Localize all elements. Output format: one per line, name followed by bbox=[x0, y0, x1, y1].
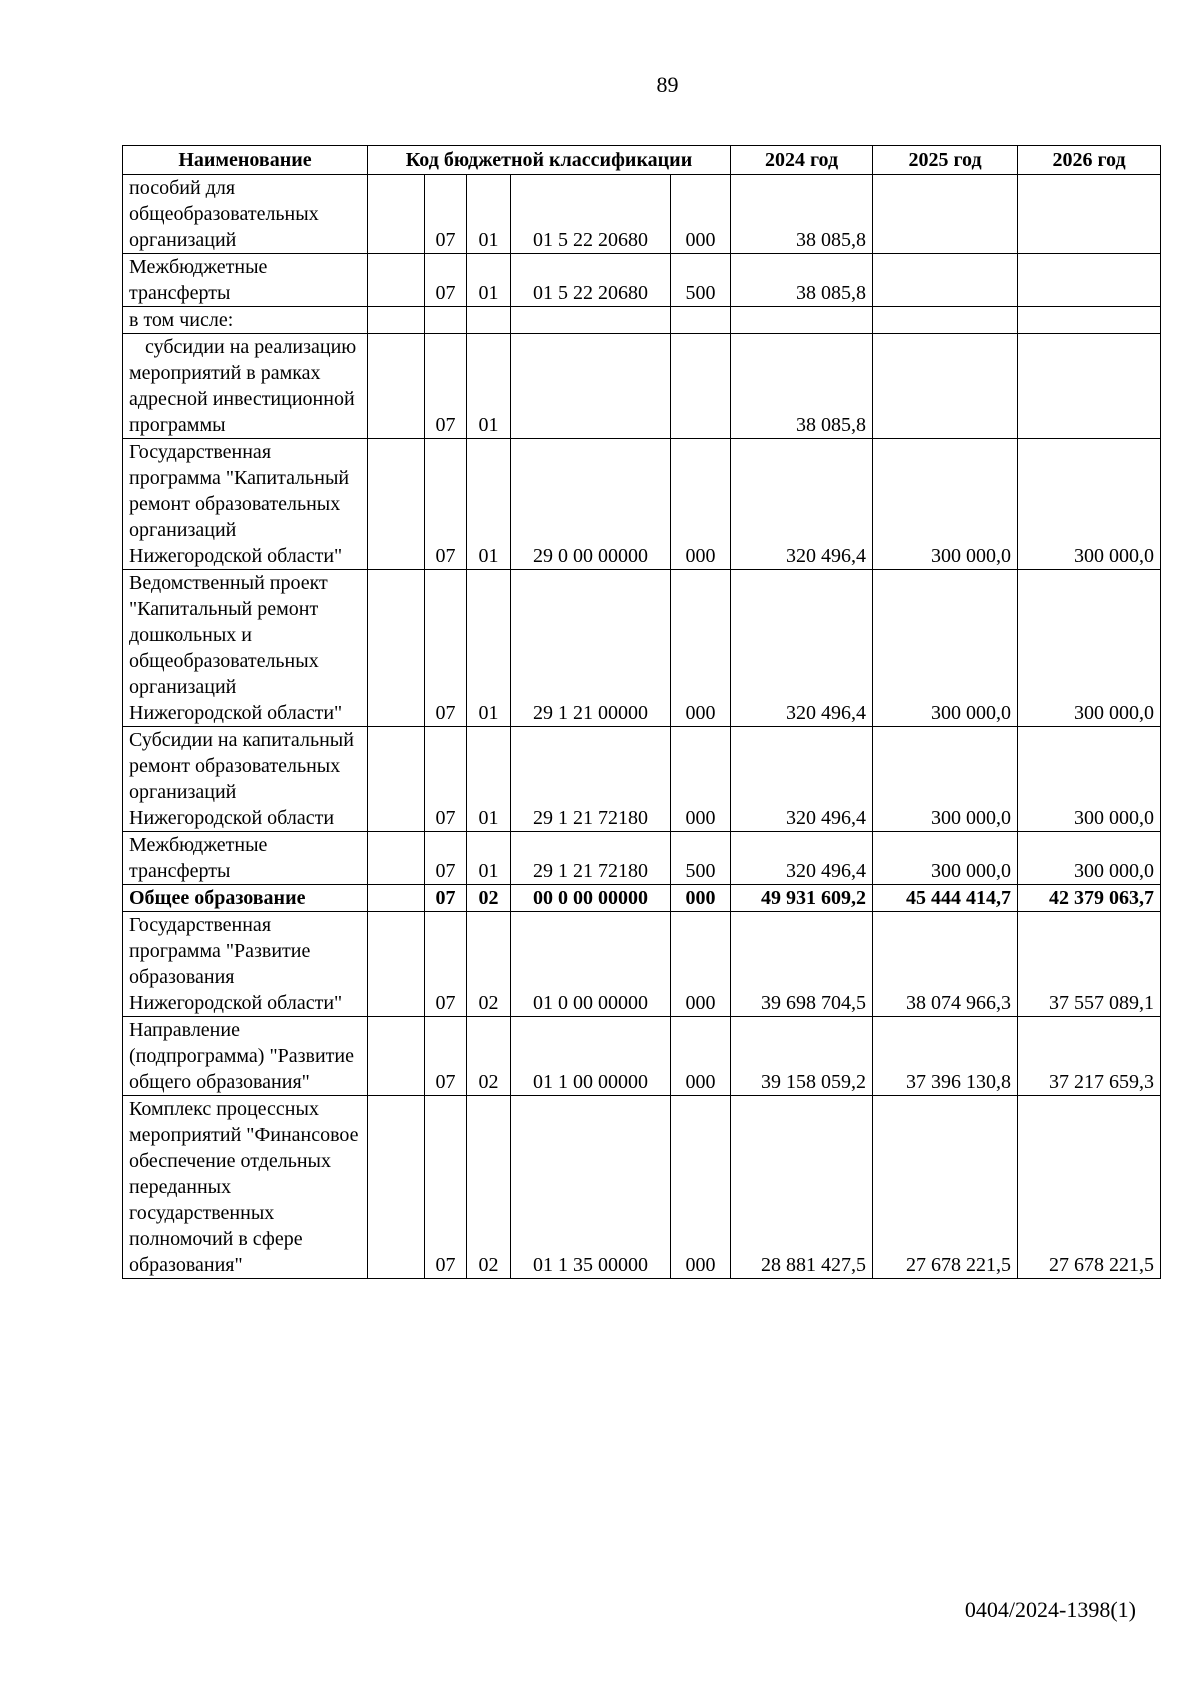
row-empty-code bbox=[368, 727, 425, 832]
table-row bbox=[123, 570, 1161, 727]
row-2024-value: 38 085,8 bbox=[731, 254, 873, 307]
row-2026-value: 37 217 659,3 bbox=[1018, 1017, 1161, 1096]
row-name: Комплекс процессных мероприятий "Финансовое обеспечение отдельных переданных государственных полномочий в сфере образования" bbox=[123, 1096, 368, 1279]
row-2026-value: 300 000,0 bbox=[1018, 727, 1161, 832]
row-2024-value: 320 496,4 bbox=[731, 439, 873, 570]
row-2025-value: 45 444 414,7 bbox=[873, 885, 1018, 912]
row-2024-value: 38 085,8 bbox=[731, 175, 873, 254]
row-expense-type: 000 bbox=[671, 175, 731, 254]
row-2025-value bbox=[873, 334, 1018, 439]
row-2026-value: 300 000,0 bbox=[1018, 439, 1161, 570]
header-2025: 2025 год bbox=[873, 146, 1018, 175]
row-empty-code bbox=[368, 254, 425, 307]
row-subsection: 01 bbox=[467, 439, 511, 570]
row-empty-code bbox=[368, 439, 425, 570]
row-target-article: 29 1 21 00000 bbox=[511, 570, 671, 727]
document-code: 0404/2024-1398(1) bbox=[964, 1597, 1136, 1622]
row-name: Межбюджетные трансферты bbox=[123, 832, 368, 885]
table-row bbox=[123, 727, 1161, 832]
row-2026-value: 27 678 221,5 bbox=[1018, 1096, 1161, 1279]
row-name: Государственная программа "Капитальный ремонт образовательных организаций Нижегородской области" bbox=[123, 439, 368, 570]
row-name: Направление (подпрограмма) "Развитие общего образования" bbox=[123, 1017, 368, 1096]
row-target-article: 29 1 21 72180 bbox=[511, 727, 671, 832]
row-2026-value bbox=[1018, 334, 1161, 439]
row-target-article: 01 5 22 20680 bbox=[511, 175, 671, 254]
row-2024-value: 39 698 704,5 bbox=[731, 912, 873, 1017]
row-empty-code bbox=[368, 832, 425, 885]
row-2025-value bbox=[873, 175, 1018, 254]
row-2024-value: 49 931 609,2 bbox=[731, 885, 873, 912]
row-target-article: 00 0 00 00000 bbox=[511, 885, 671, 912]
row-2024-value: 320 496,4 bbox=[731, 727, 873, 832]
row-section: 07 bbox=[425, 1017, 467, 1096]
row-target-article: 01 5 22 20680 bbox=[511, 254, 671, 307]
row-empty-code bbox=[368, 334, 425, 439]
row-expense-type: 000 bbox=[671, 570, 731, 727]
row-2025-value: 300 000,0 bbox=[873, 570, 1018, 727]
header-2024: 2024 год bbox=[731, 146, 873, 175]
row-name: в том числе: bbox=[123, 307, 368, 334]
row-empty-code bbox=[368, 1096, 425, 1279]
row-expense-type: 000 bbox=[671, 885, 731, 912]
row-section: 07 bbox=[425, 885, 467, 912]
row-2025-value: 300 000,0 bbox=[873, 832, 1018, 885]
row-2025-value: 38 074 966,3 bbox=[873, 912, 1018, 1017]
row-2024-value: 28 881 427,5 bbox=[731, 1096, 873, 1279]
row-section: 07 bbox=[425, 832, 467, 885]
row-2026-value: 42 379 063,7 bbox=[1018, 885, 1161, 912]
table-row bbox=[123, 439, 1161, 570]
table-row bbox=[123, 307, 1161, 334]
row-section: 07 bbox=[425, 912, 467, 1017]
row-2026-value: 300 000,0 bbox=[1018, 570, 1161, 727]
row-target-article: 01 0 00 00000 bbox=[511, 912, 671, 1017]
row-target-article bbox=[511, 334, 671, 439]
row-name: субсидии на реализацию мероприятий в рамках адресной инвестиционной программы bbox=[123, 334, 368, 439]
row-2025-value: 37 396 130,8 bbox=[873, 1017, 1018, 1096]
table-header-row bbox=[123, 146, 1161, 175]
row-empty-code bbox=[368, 1017, 425, 1096]
row-2025-value: 300 000,0 bbox=[873, 727, 1018, 832]
row-section: 07 bbox=[425, 570, 467, 727]
table-row bbox=[123, 334, 1161, 439]
row-target-article: 01 1 00 00000 bbox=[511, 1017, 671, 1096]
row-subsection: 02 bbox=[467, 885, 511, 912]
row-name: Ведомственный проект "Капитальный ремонт дошкольных и общеобразовательных организаций Нижегородской области" bbox=[123, 570, 368, 727]
header-code: Код бюджетной классификации bbox=[368, 146, 731, 175]
table-row bbox=[123, 885, 1161, 912]
row-empty-code bbox=[368, 570, 425, 727]
row-section: 07 bbox=[425, 439, 467, 570]
row-section: 07 bbox=[425, 1096, 467, 1279]
table-row bbox=[123, 1017, 1161, 1096]
row-2026-value bbox=[1018, 254, 1161, 307]
row-expense-type: 500 bbox=[671, 832, 731, 885]
row-expense-type bbox=[671, 307, 731, 334]
row-subsection: 01 bbox=[467, 832, 511, 885]
row-target-article: 29 0 00 00000 bbox=[511, 439, 671, 570]
row-2026-value bbox=[1018, 175, 1161, 254]
row-2025-value bbox=[873, 254, 1018, 307]
header-2026: 2026 год bbox=[1018, 146, 1161, 175]
table-row bbox=[123, 912, 1161, 1017]
header-name: Наименование bbox=[123, 146, 368, 175]
row-expense-type: 000 bbox=[671, 439, 731, 570]
row-2026-value: 37 557 089,1 bbox=[1018, 912, 1161, 1017]
table-row bbox=[123, 1096, 1161, 1279]
row-subsection: 02 bbox=[467, 1096, 511, 1279]
row-name: пособий для общеобразовательных организаций bbox=[123, 175, 368, 254]
row-name: Государственная программа "Развитие образования Нижегородской области" bbox=[123, 912, 368, 1017]
row-expense-type: 500 bbox=[671, 254, 731, 307]
table-body bbox=[123, 175, 1161, 1279]
row-expense-type: 000 bbox=[671, 1096, 731, 1279]
row-2026-value bbox=[1018, 307, 1161, 334]
row-subsection: 01 bbox=[467, 570, 511, 727]
row-expense-type: 000 bbox=[671, 727, 731, 832]
row-2024-value: 39 158 059,2 bbox=[731, 1017, 873, 1096]
row-target-article: 29 1 21 72180 bbox=[511, 832, 671, 885]
table-row bbox=[123, 254, 1161, 307]
row-subsection: 02 bbox=[467, 912, 511, 1017]
row-expense-type bbox=[671, 334, 731, 439]
row-name: Общее образование bbox=[123, 885, 368, 912]
row-section: 07 bbox=[425, 727, 467, 832]
row-empty-code bbox=[368, 912, 425, 1017]
row-name: Межбюджетные трансферты bbox=[123, 254, 368, 307]
row-2025-value: 300 000,0 bbox=[873, 439, 1018, 570]
row-2025-value bbox=[873, 307, 1018, 334]
budget-table bbox=[122, 145, 1161, 1279]
table-row bbox=[123, 832, 1161, 885]
row-2025-value: 27 678 221,5 bbox=[873, 1096, 1018, 1279]
table-row bbox=[123, 175, 1161, 254]
row-expense-type: 000 bbox=[671, 912, 731, 1017]
row-subsection: 01 bbox=[467, 175, 511, 254]
row-subsection: 01 bbox=[467, 727, 511, 832]
row-section bbox=[425, 307, 467, 334]
row-section: 07 bbox=[425, 254, 467, 307]
row-name: Субсидии на капитальный ремонт образовательных организаций Нижегородской области bbox=[123, 727, 368, 832]
row-target-article bbox=[511, 307, 671, 334]
row-2024-value: 320 496,4 bbox=[731, 832, 873, 885]
row-expense-type: 000 bbox=[671, 1017, 731, 1096]
row-2026-value: 300 000,0 bbox=[1018, 832, 1161, 885]
row-empty-code bbox=[368, 307, 425, 334]
row-2024-value: 320 496,4 bbox=[731, 570, 873, 727]
page-number: 89 bbox=[656, 72, 679, 97]
row-target-article: 01 1 35 00000 bbox=[511, 1096, 671, 1279]
row-2024-value bbox=[731, 307, 873, 334]
row-subsection: 02 bbox=[467, 1017, 511, 1096]
row-2024-value: 38 085,8 bbox=[731, 334, 873, 439]
row-subsection bbox=[467, 307, 511, 334]
row-section: 07 bbox=[425, 175, 467, 254]
row-empty-code bbox=[368, 885, 425, 912]
row-section: 07 bbox=[425, 334, 467, 439]
row-subsection: 01 bbox=[467, 334, 511, 439]
row-subsection: 01 bbox=[467, 254, 511, 307]
row-empty-code bbox=[368, 175, 425, 254]
